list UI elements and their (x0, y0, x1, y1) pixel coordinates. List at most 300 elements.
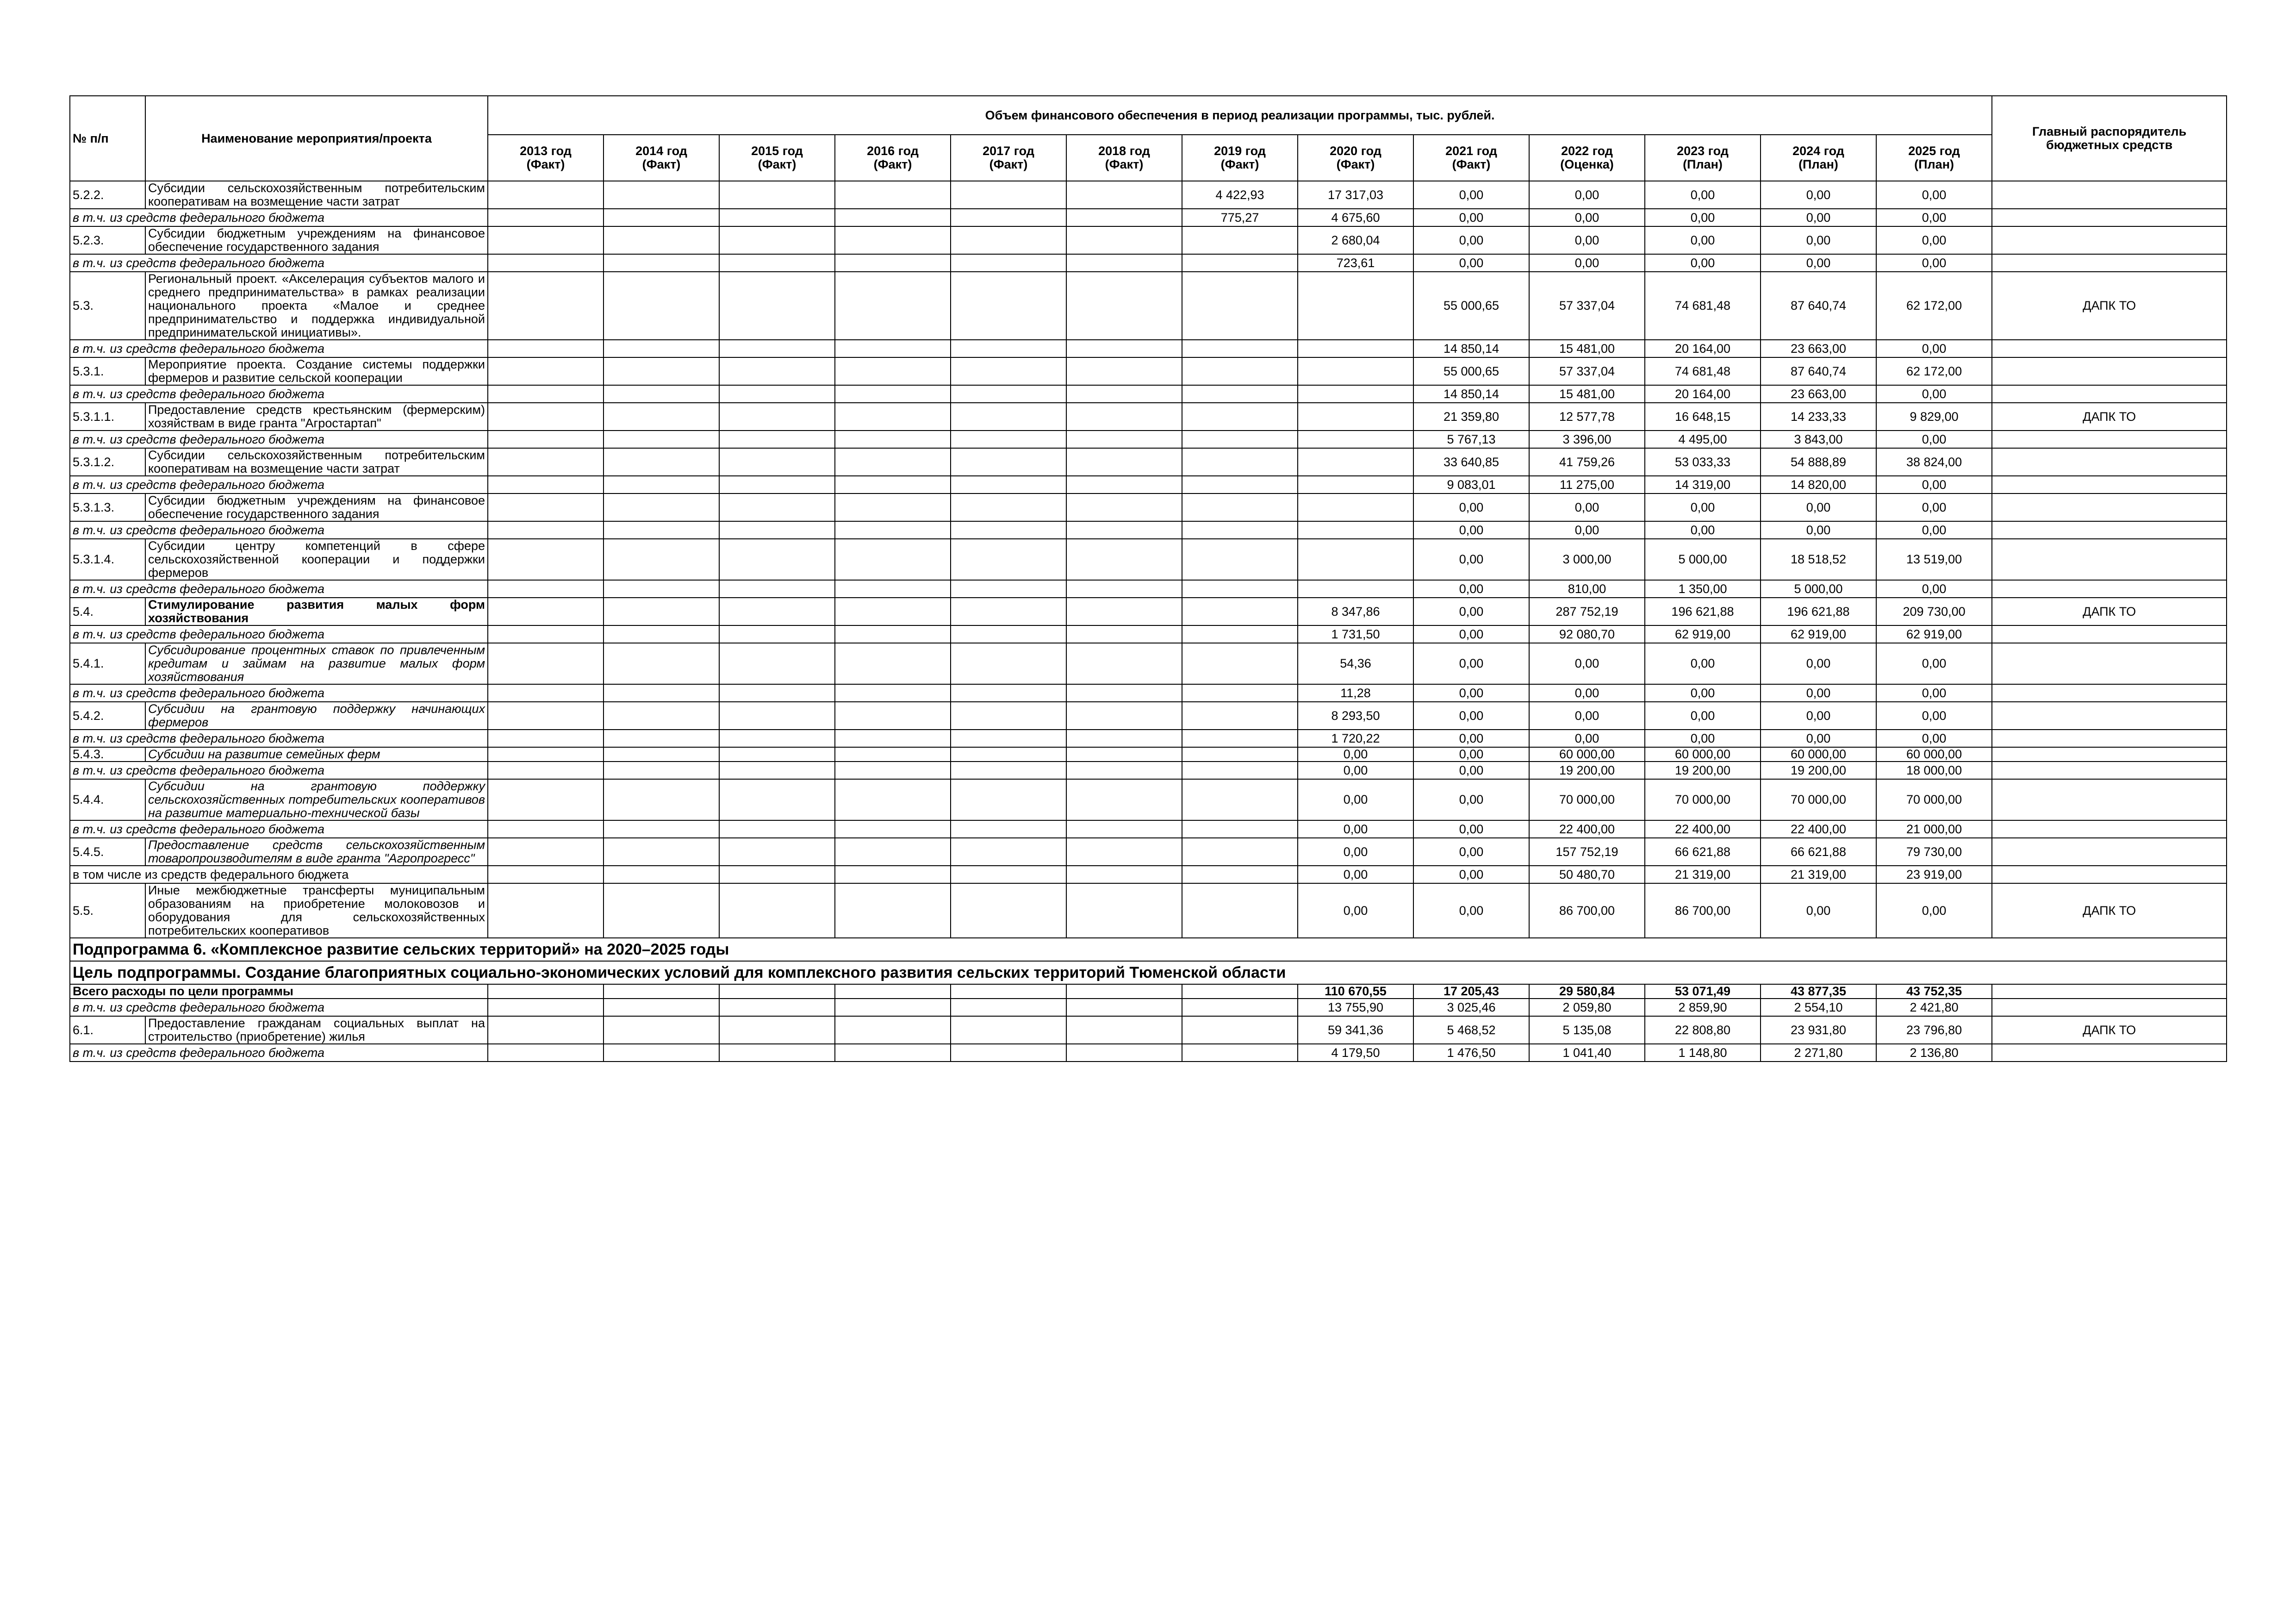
value-cell: 2 421,80 (1876, 999, 1992, 1016)
value-cell (835, 448, 951, 476)
value-cell (719, 625, 835, 643)
value-cell (488, 226, 604, 254)
value-cell (1182, 984, 1298, 999)
admin-cell (1992, 521, 2227, 539)
value-cell: 2 271,80 (1761, 1044, 1876, 1062)
value-cell: 3 396,00 (1529, 431, 1645, 448)
value-cell (1298, 493, 1413, 521)
value-cell (1066, 209, 1182, 226)
value-cell: 0,00 (1876, 521, 1992, 539)
value-cell (1182, 598, 1298, 625)
value-cell: 723,61 (1298, 254, 1413, 272)
value-cell: 209 730,00 (1876, 598, 1992, 625)
value-cell (951, 539, 1066, 580)
value-cell: 19 200,00 (1645, 762, 1761, 779)
value-cell: 54 888,89 (1761, 448, 1876, 476)
value-cell (1182, 838, 1298, 866)
header-year-1 (604, 135, 719, 181)
value-cell: 41 759,26 (1529, 448, 1645, 476)
value-cell: 0,00 (1413, 625, 1529, 643)
value-cell (488, 181, 604, 209)
header-year-label: 2022 год (1561, 144, 1613, 158)
value-cell (604, 476, 719, 493)
admin-cell (1992, 762, 2227, 779)
value-cell (719, 598, 835, 625)
table-row (70, 254, 2227, 272)
value-cell (951, 762, 1066, 779)
value-cell (835, 684, 951, 702)
value-cell (1066, 340, 1182, 357)
header-num: № п/п (70, 96, 145, 181)
admin-cell: ДАПК ТО (1992, 403, 2227, 431)
admin-cell (1992, 226, 2227, 254)
value-cell: 19 200,00 (1761, 762, 1876, 779)
value-cell (604, 684, 719, 702)
table-row (70, 403, 2227, 431)
value-cell: 11 275,00 (1529, 476, 1645, 493)
header-year-10 (1645, 135, 1761, 181)
value-cell (835, 1016, 951, 1044)
value-cell (1298, 448, 1413, 476)
value-cell (719, 340, 835, 357)
value-cell: 0,00 (1298, 762, 1413, 779)
value-cell: 2 680,04 (1298, 226, 1413, 254)
value-cell (951, 883, 1066, 938)
value-cell: 0,00 (1876, 643, 1992, 684)
header-year-type: (Оценка) (1560, 157, 1614, 171)
value-cell (1182, 539, 1298, 580)
budget-table (69, 95, 2227, 1062)
value-cell (835, 431, 951, 448)
row-number: 5.4.1. (70, 643, 145, 684)
value-cell: 23 931,80 (1761, 1016, 1876, 1044)
value-cell (1182, 747, 1298, 762)
measure-name: Предоставление средств сельскохозяйственным товаропроизводителям в виде гранта "Агропрогресс" (145, 838, 488, 866)
header-year-3 (835, 135, 951, 181)
federal-budget-label: в т.ч. из средств федерального бюджета (70, 684, 488, 702)
value-cell (951, 838, 1066, 866)
value-cell: 0,00 (1876, 702, 1992, 730)
header-year-label: 2014 год (635, 144, 687, 158)
value-cell: 0,00 (1761, 254, 1876, 272)
value-cell (719, 209, 835, 226)
value-cell (604, 643, 719, 684)
table-row (70, 883, 2227, 938)
value-cell (835, 779, 951, 820)
value-cell (719, 999, 835, 1016)
header-year-type: (Факт) (1452, 157, 1491, 171)
row-number: 5.3.1.4. (70, 539, 145, 580)
measure-name: Субсидии на развитие семейных ферм (145, 747, 488, 762)
value-cell: 0,00 (1298, 883, 1413, 938)
federal-budget-label: в т.ч. из средств федерального бюджета (70, 730, 488, 747)
table-row (70, 730, 2227, 747)
admin-cell (1992, 385, 2227, 403)
value-cell (604, 403, 719, 431)
value-cell (719, 838, 835, 866)
value-cell: 0,00 (1645, 643, 1761, 684)
admin-cell (1992, 181, 2227, 209)
value-cell (488, 272, 604, 340)
value-cell (604, 598, 719, 625)
value-cell: 0,00 (1413, 730, 1529, 747)
value-cell (1298, 521, 1413, 539)
value-cell (1182, 403, 1298, 431)
value-cell (1182, 1044, 1298, 1062)
value-cell (1066, 702, 1182, 730)
header-year-label: 2020 год (1330, 144, 1381, 158)
value-cell: 0,00 (1876, 580, 1992, 598)
value-cell (835, 209, 951, 226)
table-row (70, 820, 2227, 838)
value-cell: 0,00 (1529, 226, 1645, 254)
value-cell: 0,00 (1761, 209, 1876, 226)
value-cell: 18 000,00 (1876, 762, 1992, 779)
value-cell: 0,00 (1645, 493, 1761, 521)
table-row (70, 476, 2227, 493)
value-cell: 0,00 (1413, 226, 1529, 254)
table-row (70, 580, 2227, 598)
value-cell (604, 984, 719, 999)
value-cell (488, 984, 604, 999)
value-cell (1066, 762, 1182, 779)
value-cell (488, 702, 604, 730)
admin-cell (1992, 702, 2227, 730)
value-cell (951, 493, 1066, 521)
row-number: 5.3. (70, 272, 145, 340)
measure-name: Иные межбюджетные трансферты муниципальным образованиям на приобретение молоковозов и оборудования для сельскохозяйственных потребительских кооперативов (145, 883, 488, 938)
value-cell: 11,28 (1298, 684, 1413, 702)
value-cell (1066, 521, 1182, 539)
value-cell (835, 730, 951, 747)
value-cell: 0,00 (1413, 684, 1529, 702)
header-name: Наименование мероприятия/проекта (145, 96, 488, 181)
table-row (70, 209, 2227, 226)
header-year-9 (1529, 135, 1645, 181)
value-cell (488, 730, 604, 747)
value-cell (951, 431, 1066, 448)
value-cell: 43 752,35 (1876, 984, 1992, 999)
value-cell: 70 000,00 (1876, 779, 1992, 820)
value-cell: 0,00 (1413, 643, 1529, 684)
value-cell (719, 866, 835, 883)
header-volume: Объем финансового обеспечения в период реализации программы, тыс. рублей. (488, 96, 1992, 135)
measure-name: Субсидии бюджетным учреждениям на финансовое обеспечение государственного задания (145, 493, 488, 521)
value-cell (488, 476, 604, 493)
table-row (70, 431, 2227, 448)
value-cell (604, 999, 719, 1016)
table-row (70, 340, 2227, 357)
table-row (70, 747, 2227, 762)
value-cell: 70 000,00 (1761, 779, 1876, 820)
row-number: 5.4.3. (70, 747, 145, 762)
header-year-label: 2013 год (520, 144, 572, 158)
value-cell: 0,00 (1529, 730, 1645, 747)
value-cell (604, 730, 719, 747)
header-year-0 (488, 135, 604, 181)
value-cell (835, 357, 951, 385)
measure-name: Субсидии на грантовую поддержку сельскохозяйственных потребительских кооперативов на развитие материально-технической базы (145, 779, 488, 820)
row-number: 5.3.1.1. (70, 403, 145, 431)
value-cell: 15 481,00 (1529, 385, 1645, 403)
value-cell (951, 747, 1066, 762)
value-cell: 92 080,70 (1529, 625, 1645, 643)
header-year-label: 2018 год (1098, 144, 1150, 158)
value-cell: 0,00 (1645, 730, 1761, 747)
value-cell (835, 984, 951, 999)
value-cell (1182, 272, 1298, 340)
value-cell: 0,00 (1413, 702, 1529, 730)
value-cell (719, 643, 835, 684)
value-cell: 0,00 (1529, 702, 1645, 730)
table-row (70, 1016, 2227, 1044)
value-cell (1066, 181, 1182, 209)
value-cell (835, 702, 951, 730)
value-cell: 0,00 (1413, 598, 1529, 625)
table-row (70, 999, 2227, 1016)
value-cell (951, 684, 1066, 702)
value-cell: 0,00 (1645, 702, 1761, 730)
value-cell: 0,00 (1761, 730, 1876, 747)
value-cell: 196 621,88 (1645, 598, 1761, 625)
value-cell: 5 000,00 (1761, 580, 1876, 598)
row-number: 5.4.4. (70, 779, 145, 820)
header-year-type: (План) (1914, 157, 1954, 171)
table-row (70, 385, 2227, 403)
value-cell: 20 164,00 (1645, 385, 1761, 403)
value-cell (951, 999, 1066, 1016)
value-cell: 70 000,00 (1529, 779, 1645, 820)
value-cell: 20 164,00 (1645, 340, 1761, 357)
value-cell (1298, 539, 1413, 580)
value-cell (835, 598, 951, 625)
value-cell: 1 041,40 (1529, 1044, 1645, 1062)
federal-budget-label: в т.ч. из средств федерального бюджета (70, 209, 488, 226)
value-cell (835, 493, 951, 521)
value-cell (835, 272, 951, 340)
value-cell (835, 866, 951, 883)
table-row (70, 961, 2227, 984)
value-cell (604, 254, 719, 272)
value-cell: 5 468,52 (1413, 1016, 1529, 1044)
section-heading: Подпрограмма 6. «Комплексное развитие сельских территорий» на 2020–2025 годы (70, 938, 2227, 961)
value-cell (951, 181, 1066, 209)
header-admin: Главный распорядитель бюджетных средств (1992, 96, 2227, 181)
value-cell (951, 226, 1066, 254)
value-cell (604, 340, 719, 357)
value-cell (488, 521, 604, 539)
value-cell (488, 684, 604, 702)
value-cell (719, 539, 835, 580)
value-cell: 14 850,14 (1413, 385, 1529, 403)
value-cell: 0,00 (1876, 209, 1992, 226)
value-cell: 50 480,70 (1529, 866, 1645, 883)
value-cell: 0,00 (1876, 181, 1992, 209)
header-year-6 (1182, 135, 1298, 181)
header-year-2 (719, 135, 835, 181)
value-cell (1182, 226, 1298, 254)
table-row (70, 866, 2227, 883)
value-cell (1066, 1016, 1182, 1044)
value-cell (951, 730, 1066, 747)
value-cell (835, 181, 951, 209)
table-row (70, 643, 2227, 684)
row-number: 5.5. (70, 883, 145, 938)
value-cell (488, 643, 604, 684)
value-cell (488, 357, 604, 385)
admin-cell: ДАПК ТО (1992, 883, 2227, 938)
value-cell (951, 403, 1066, 431)
table-row (70, 779, 2227, 820)
value-cell (1066, 357, 1182, 385)
measure-name: Субсидии бюджетным учреждениям на финансовое обеспечение государственного задания (145, 226, 488, 254)
value-cell: 0,00 (1529, 254, 1645, 272)
value-cell (951, 254, 1066, 272)
measure-name: Региональный проект. «Акселерация субъектов малого и среднего предпринимательства» в рамках реализации национального проекта «Малое и среднее предпринимательство и поддержка индивидуальной предпринимательской инициативы». (145, 272, 488, 340)
value-cell (719, 883, 835, 938)
admin-cell (1992, 340, 2227, 357)
value-cell (1066, 984, 1182, 999)
value-cell: 21 319,00 (1761, 866, 1876, 883)
value-cell (951, 1044, 1066, 1062)
value-cell: 0,00 (1413, 820, 1529, 838)
value-cell (835, 1044, 951, 1062)
value-cell: 60 000,00 (1645, 747, 1761, 762)
value-cell: 0,00 (1761, 493, 1876, 521)
value-cell (604, 779, 719, 820)
value-cell: 43 877,35 (1761, 984, 1876, 999)
value-cell (951, 779, 1066, 820)
measure-name: Субсидии сельскохозяйственным потребительским кооперативам на возмещение части затрат (145, 448, 488, 476)
value-cell: 0,00 (1876, 385, 1992, 403)
value-cell: 16 648,15 (1645, 403, 1761, 431)
value-cell: 0,00 (1529, 493, 1645, 521)
value-cell (951, 820, 1066, 838)
admin-cell (1992, 254, 2227, 272)
value-cell (835, 226, 951, 254)
value-cell: 8 293,50 (1298, 702, 1413, 730)
value-cell (1066, 539, 1182, 580)
value-cell (488, 883, 604, 938)
value-cell: 74 681,48 (1645, 357, 1761, 385)
value-cell (835, 883, 951, 938)
value-cell: 0,00 (1761, 643, 1876, 684)
value-cell (488, 999, 604, 1016)
header-year-type: (Факт) (1105, 157, 1144, 171)
value-cell (951, 448, 1066, 476)
federal-budget-label: в том числе из средств федерального бюджета (70, 866, 488, 883)
value-cell (604, 448, 719, 476)
value-cell: 110 670,55 (1298, 984, 1413, 999)
row-number: 5.4.5. (70, 838, 145, 866)
value-cell: 0,00 (1645, 254, 1761, 272)
table-row (70, 226, 2227, 254)
value-cell (951, 1016, 1066, 1044)
value-cell: 1 476,50 (1413, 1044, 1529, 1062)
value-cell (835, 521, 951, 539)
admin-cell (1992, 820, 2227, 838)
value-cell (951, 625, 1066, 643)
value-cell (835, 340, 951, 357)
value-cell: 55 000,65 (1413, 272, 1529, 340)
value-cell (951, 598, 1066, 625)
value-cell: 21 359,80 (1413, 403, 1529, 431)
value-cell: 74 681,48 (1645, 272, 1761, 340)
table-row (70, 684, 2227, 702)
value-cell (719, 357, 835, 385)
value-cell: 1 720,22 (1298, 730, 1413, 747)
value-cell: 0,00 (1876, 493, 1992, 521)
value-cell: 196 621,88 (1761, 598, 1876, 625)
value-cell: 810,00 (1529, 580, 1645, 598)
value-cell (1182, 580, 1298, 598)
value-cell: 21 319,00 (1645, 866, 1761, 883)
value-cell (488, 1044, 604, 1062)
value-cell (488, 625, 604, 643)
header-year-label: 2025 год (1908, 144, 1960, 158)
value-cell: 66 621,88 (1645, 838, 1761, 866)
value-cell (1182, 385, 1298, 403)
value-cell: 0,00 (1413, 209, 1529, 226)
value-cell (835, 999, 951, 1016)
measure-name: Субсидии на грантовую поддержку начинающих фермеров (145, 702, 488, 730)
value-cell (604, 539, 719, 580)
admin-cell (1992, 684, 2227, 702)
header-year-type: (Факт) (1336, 157, 1375, 171)
value-cell: 0,00 (1645, 209, 1761, 226)
value-cell (719, 385, 835, 403)
header-year-label: 2021 год (1445, 144, 1497, 158)
value-cell (835, 539, 951, 580)
row-number: 6.1. (70, 1016, 145, 1044)
value-cell: 57 337,04 (1529, 272, 1645, 340)
value-cell (835, 476, 951, 493)
admin-cell (1992, 730, 2227, 747)
value-cell (1298, 476, 1413, 493)
row-number: 5.4.2. (70, 702, 145, 730)
measure-name: Предоставление средств крестьянским (фермерским) хозяйствам в виде гранта "Агростартап" (145, 403, 488, 431)
value-cell: 0,00 (1876, 883, 1992, 938)
value-cell: 57 337,04 (1529, 357, 1645, 385)
table-row (70, 493, 2227, 521)
value-cell (719, 521, 835, 539)
value-cell: 87 640,74 (1761, 357, 1876, 385)
value-cell: 4 675,60 (1298, 209, 1413, 226)
value-cell: 62 919,00 (1645, 625, 1761, 643)
value-cell: 0,00 (1761, 883, 1876, 938)
value-cell (488, 448, 604, 476)
header-year-4 (951, 135, 1066, 181)
table-row (70, 448, 2227, 476)
value-cell (1066, 883, 1182, 938)
value-cell (1066, 385, 1182, 403)
value-cell (951, 476, 1066, 493)
value-cell (719, 254, 835, 272)
value-cell: 23 796,80 (1876, 1016, 1992, 1044)
value-cell: 38 824,00 (1876, 448, 1992, 476)
value-cell: 2 136,80 (1876, 1044, 1992, 1062)
value-cell: 0,00 (1761, 226, 1876, 254)
measure-name: Стимулирование развития малых форм хозяйствования (145, 598, 488, 625)
federal-budget-label: в т.ч. из средств федерального бюджета (70, 340, 488, 357)
header-year-12 (1876, 135, 1992, 181)
value-cell: 0,00 (1413, 580, 1529, 598)
value-cell (1066, 684, 1182, 702)
value-cell (835, 385, 951, 403)
admin-cell (1992, 1044, 2227, 1062)
value-cell (719, 476, 835, 493)
value-cell: 4 179,50 (1298, 1044, 1413, 1062)
